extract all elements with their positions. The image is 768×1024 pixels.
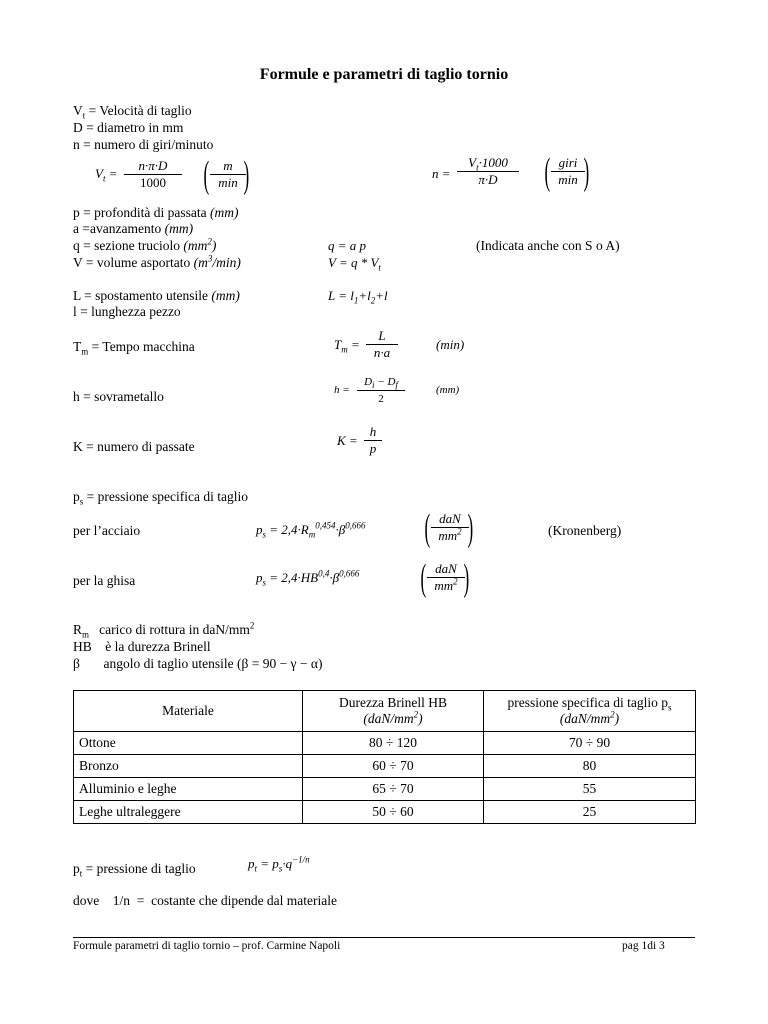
table-row xyxy=(74,801,696,824)
cell-material: Leghe ultraleggere xyxy=(74,801,303,824)
vt-unit: m min xyxy=(210,158,246,191)
n-unit: giri min xyxy=(551,155,585,188)
legend-rm: $R_m$ carico di rottura in daN/$mm^2$ xyxy=(73,620,255,640)
ps-iron-formula: $p_s = 2,4\cdot HB^{0,4}\cdot\beta^{0,666}$ xyxy=(256,568,360,588)
q-note: (Indicata anche con S o A) xyxy=(476,238,620,253)
page-title: Formule e parametri di taglio tornio xyxy=(259,66,509,83)
param-k: K = numero di passate xyxy=(73,439,195,454)
n-lhs: n = xyxy=(432,166,451,181)
table-row xyxy=(74,732,696,755)
cell-material: Ottone xyxy=(74,732,303,755)
param-a: a =avanzamento (mm) xyxy=(73,221,194,236)
def-d: D = diametro in mm xyxy=(73,120,184,135)
footer-left: Formule parametri di taglio tornio – prof. Carmine Napoli xyxy=(73,940,341,952)
pt-formula: $p_t = p_s\cdot q^{-1/n}$ xyxy=(248,854,310,874)
cell-material: Alluminio e leghe xyxy=(74,778,303,801)
footer-divider xyxy=(73,937,695,938)
kronenberg-note: (Kronenberg) xyxy=(548,523,622,538)
k-lhs: K = xyxy=(337,433,358,448)
h-fraction: $D_i - D_f$ 2 xyxy=(357,374,405,407)
materials-table xyxy=(73,690,696,824)
table-row xyxy=(74,755,696,778)
header-material: Materiale xyxy=(74,691,303,732)
vt-fraction: n·π·D 1000 xyxy=(124,158,182,191)
h-lhs: h = xyxy=(334,384,350,396)
def-vt: $V_t$ = Velocità di taglio xyxy=(73,103,192,121)
cell-pressure: 25 xyxy=(484,801,696,824)
param-v: V = volume asportato $(m^3/\min)$ xyxy=(73,253,241,270)
legend-hb: HB è la durezza Brinell xyxy=(73,639,211,654)
label-iron: per la ghisa xyxy=(73,573,136,588)
table-row xyxy=(74,778,696,801)
tm-fraction: L n·a xyxy=(366,328,398,361)
param-pt: $p_t$ = pressione di taglio xyxy=(73,861,196,879)
tm-unit: (min) xyxy=(436,337,465,352)
legend-beta: β angolo di taglio utensile (β = 90 − γ − α) xyxy=(73,656,323,671)
tm-lhs: $T_m$ = xyxy=(334,337,360,355)
ps-steel-unit: daN $mm^2$ xyxy=(431,511,469,544)
cell-material: Bronzo xyxy=(74,755,303,778)
v-formula: $V = q * V_t$ xyxy=(328,255,381,273)
param-q: q = sezione truciolo $(mm^2)$ xyxy=(73,236,217,253)
table-header-row xyxy=(74,691,696,732)
cell-brinell: 60 ÷ 70 xyxy=(303,755,484,778)
param-p: p = profondità di passata (mm) xyxy=(73,205,239,220)
header-pressure: pressione specifica di taglio $p_s$ $(daN/mm^2)$ xyxy=(484,691,696,732)
param-l-small: l = lunghezza pezzo xyxy=(73,304,181,319)
k-fraction: h p xyxy=(364,424,382,457)
param-l-big: L = spostamento utensile (mm) xyxy=(73,288,240,303)
param-h: h = sovrametallo xyxy=(73,389,164,404)
label-steel: per l’acciaio xyxy=(73,523,141,538)
vt-lhs: $V_t$ = xyxy=(95,166,118,184)
q-formula: q = a p xyxy=(328,238,367,253)
h-unit: (mm) xyxy=(436,384,460,396)
ps-iron-unit: daN $mm^2$ xyxy=(427,561,465,594)
cell-brinell: 80 ÷ 120 xyxy=(303,732,484,755)
n-fraction: $V_t\cdot 1000$ π·D xyxy=(457,155,519,188)
param-tm: $T_m$ = Tempo macchina xyxy=(73,339,195,357)
cell-pressure: 70 ÷ 90 xyxy=(484,732,696,755)
cell-pressure: 80 xyxy=(484,755,696,778)
l-formula: $L = l_1+l_2+l$ xyxy=(328,288,388,306)
def-n: n = numero di giri/minuto xyxy=(73,137,214,152)
cell-brinell: 65 ÷ 70 xyxy=(303,778,484,801)
cell-brinell: 50 ÷ 60 xyxy=(303,801,484,824)
header-brinell: Durezza Brinell HB $(daN/mm^2)$ xyxy=(303,691,484,732)
ps-steel-formula: $p_s = 2,4\cdot R_m^{0,454}\cdot\beta^{0,666}$ xyxy=(256,520,366,540)
footer-page: pag 1di 3 xyxy=(622,940,665,952)
where-note: dove 1/n = costante che dipende dal materiale xyxy=(73,893,338,908)
param-ps: $p_s$ = pressione specifica di taglio xyxy=(73,489,248,507)
cell-pressure: 55 xyxy=(484,778,696,801)
